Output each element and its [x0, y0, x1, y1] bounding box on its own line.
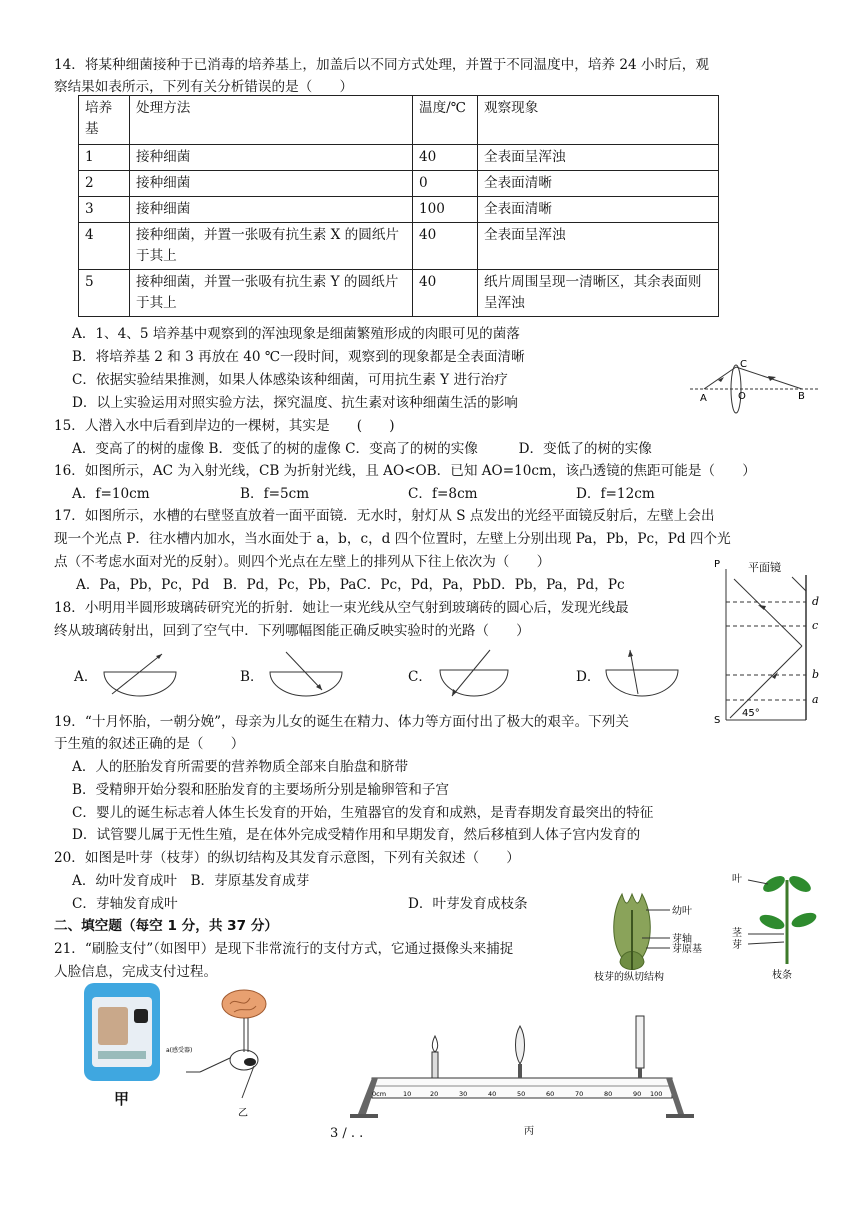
q14-table	[78, 95, 719, 317]
table-cell: 40	[413, 145, 478, 171]
point-p-label: P	[714, 559, 721, 570]
header-cell	[79, 96, 130, 145]
q20-option-d: D．叶芽发育成枝条	[408, 896, 528, 912]
q14-option-a: A．1、4、5 培养基中观察到的浑浊现象是细菌繁殖形成的肉眼可见的菌落	[72, 326, 520, 342]
face-pay-device	[84, 983, 160, 1081]
fig-yi-label: 乙	[238, 1108, 248, 1119]
tick-10: 10	[403, 1090, 412, 1098]
branch-caption: 枝条	[772, 970, 792, 981]
receptor-label: a(感受器)	[166, 1047, 193, 1054]
q17-line1: 17．如图所示，水槽的右壁竖直放着一面平面镜．无水时，射灯从 S 点发出的光经平面镜反射后，左壁上会出	[54, 508, 715, 524]
q14-option-b: B．将培养基 2 和 3 再放在 40 ℃一段时间，观察到的现象都是全表面清晰	[72, 349, 525, 365]
table-cell: 接种细菌	[130, 197, 413, 223]
reflex-arc-diagram	[166, 988, 294, 1123]
tick-30: 30	[459, 1090, 468, 1098]
level-b-label: b	[812, 668, 820, 681]
lens-label-b: B	[798, 391, 805, 402]
q14-stem-line2: 察结果如表所示，下列有关分析错误的是（ ）	[54, 79, 354, 95]
table-cell: 全表面呈浑浊	[478, 145, 719, 171]
q18-option-a-label: A．	[74, 669, 98, 685]
q14-option-c: C．依据实验结果推测，如果人体感染该种细菌，可用抗生素 Y 进行治疗	[72, 372, 508, 388]
q21-line1: 21．“刷脸支付”（如图甲）是现下非常流行的支付方式，它通过摄像头来捕捉	[54, 941, 514, 957]
q17-options: A．Pa，Pb，Pc，Pd B．Pd，Pc，Pb，PaC．Pc，Pd，Pa，PbD．Pb，Pa，Pd，Pc	[76, 577, 625, 593]
q18-option-c-label: C．	[408, 669, 432, 685]
tick-40: 40	[488, 1090, 497, 1098]
table-cell: 接种细菌	[130, 145, 413, 171]
table-row	[79, 197, 719, 223]
q18-option-a-diagram	[100, 650, 180, 698]
face-photo-icon	[98, 1007, 128, 1045]
table-cell: 全表面清晰	[478, 171, 719, 197]
table-cell: 5	[79, 270, 130, 317]
lens-diagram	[690, 355, 820, 405]
q15-stem: 15．人潜入水中后看到岸边的一棵树，其实是 ( )	[54, 418, 395, 434]
table-row	[79, 171, 719, 197]
lens-label-c: C	[740, 359, 747, 370]
screen-bar	[98, 1051, 146, 1059]
header-text: 观察现象	[484, 100, 539, 116]
tick-50: 50	[517, 1090, 526, 1098]
q16-option-a: A．f=10cm	[72, 486, 150, 502]
q19-line2: 于生殖的叙述正确的是（ ）	[54, 736, 245, 752]
q19-option-b: B．受精卵开始分裂和胚胎发育的主要场所分别是输卵管和子宫	[72, 782, 450, 798]
tick-100: 100	[650, 1090, 663, 1098]
table-cell: 接种细菌，并置一张吸有抗生素 Y 的圆纸片于其上	[130, 270, 413, 317]
q18-line1: 18．小明用半圆形玻璃砖研究光的折射．她让一束光线从空气射到玻璃砖的圆心后，发现光线最	[54, 600, 629, 616]
branch-diagram	[732, 872, 832, 982]
q17-line3: 点（不考虑水面对光的反射）。则四个光点在左壁上的排列从下往上依次为（ ）	[54, 554, 551, 570]
section-title: 二、填空题（每空 1 分，共 37 分）	[54, 918, 279, 934]
q18-option-d-diagram	[602, 648, 682, 700]
table-cell: 纸片周围呈现一清晰区，其余表面则呈浑浊	[478, 270, 719, 317]
lens-label-a: A	[700, 393, 707, 404]
table-cell: 3	[79, 197, 130, 223]
lens-label-o: O	[738, 391, 746, 402]
water-tank-diagram	[712, 555, 832, 725]
bud-section-diagram	[592, 890, 732, 982]
table-row	[79, 223, 719, 270]
q16-stem: 16．如图所示，AC 为入射光线，CB 为折射光线，且 AO<OB．已知 AO=10cm，该凸透镜的焦距可能是（ ）	[54, 463, 756, 479]
q16-option-b: B．f=5cm	[240, 486, 310, 502]
q19-option-c: C．婴儿的诞生标志着人体生长发育的开始，生殖器官的发育和成熟，是青春期发育最突出的特征	[72, 805, 654, 821]
table-cell: 全表面呈浑浊	[478, 223, 719, 270]
table-row	[79, 270, 719, 317]
table-cell: 4	[79, 223, 130, 270]
level-a-label: a	[812, 693, 819, 706]
tick-90: 90	[633, 1090, 642, 1098]
q18-option-c-diagram	[434, 648, 514, 700]
label-young-leaf: 幼叶	[672, 906, 692, 917]
q15-options: A．变高了的树的虚像 B．变低了的树的虚像 C．变高了的树的实像 D．变低了的树的实像	[72, 441, 652, 457]
tick-70: 70	[575, 1090, 584, 1098]
header-text: 处理方法	[136, 100, 191, 116]
q19-option-a: A．人的胚胎发育所需要的营养物质全部来自胎盘和脐带	[72, 759, 409, 775]
fig-jia-label: 甲	[114, 1090, 130, 1108]
q20-option-c: C．芽轴发育成叶	[72, 896, 178, 912]
fig-bing-label: 丙	[524, 1126, 534, 1137]
tick-60: 60	[546, 1090, 555, 1098]
q18-option-b-label: B．	[240, 669, 264, 685]
q20-stem: 20．如图是叶芽（枝芽）的纵切结构及其发育示意图，下列有关叙述（ ）	[54, 850, 520, 866]
table-cell: 全表面清晰	[478, 197, 719, 223]
q16-option-d: D．f=12cm	[576, 486, 655, 502]
point-s-label: S	[714, 715, 721, 726]
level-c-label: c	[812, 619, 819, 632]
table-row	[79, 145, 719, 171]
mirror-label: 平面镜	[748, 561, 781, 574]
table-cell: 1	[79, 145, 130, 171]
q21-line2: 人脸信息，完成支付过程。	[54, 964, 218, 980]
q20-options-ab: A．幼叶发育成叶 B．芽原基发育成芽	[72, 873, 310, 889]
table-cell: 2	[79, 171, 130, 197]
label-bud-primordium: 芽原基	[672, 944, 702, 955]
table-header-row	[79, 96, 719, 145]
q18-option-b-diagram	[266, 650, 346, 698]
tick-20: 20	[430, 1090, 439, 1098]
optical-bench-diagram	[348, 1016, 696, 1146]
header-text: 温度/℃	[419, 100, 466, 116]
level-d-label: d	[812, 595, 820, 608]
label-stem: 茎	[732, 928, 742, 939]
table-cell: 100	[413, 197, 478, 223]
table-cell: 40	[413, 223, 478, 270]
camera-icon	[134, 1009, 148, 1023]
header-text: 培养基	[85, 100, 113, 137]
table-cell: 接种细菌，并置一张吸有抗生素 X 的圆纸片于其上	[130, 223, 413, 270]
angle-label: 45°	[742, 708, 760, 719]
table-cell: 40	[413, 270, 478, 317]
table-cell: 接种细菌	[130, 171, 413, 197]
page-number: 3 / . .	[330, 1126, 364, 1141]
q19-line1: 19．“十月怀胎，一朝分娩”，母亲为儿女的诞生在精力、体力等方面付出了极大的艰辛。下列关	[54, 714, 629, 730]
q17-line2: 现一个光点 P．往水槽内加水，当水面处于 a，b，c，d 四个位置时，左壁上分别出现 Pa，Pb，Pc，Pd 四个光	[54, 531, 731, 547]
table-cell: 0	[413, 171, 478, 197]
q14-stem-line1: 14．将某种细菌接种于已消毒的培养基上，加盖后以不同方式处理，并置于不同温度中，培养 24 小时后，观	[54, 57, 709, 73]
bud-caption: 枝芽的纵切结构	[594, 972, 664, 983]
header-cell	[413, 96, 478, 145]
header-cell	[478, 96, 719, 145]
label-bud: 芽	[732, 940, 742, 951]
q19-option-d: D．试管婴儿属于无性生殖，是在体外完成受精作用和早期发育，然后移植到人体子宫内发育的	[72, 827, 641, 843]
header-cell	[130, 96, 413, 145]
device-screen	[92, 997, 152, 1067]
q18-line2: 终从玻璃砖射出，回到了空气中．下列哪幅图能正确反映实验时的光路（ ）	[54, 623, 530, 639]
tick-80: 80	[604, 1090, 613, 1098]
label-leaf: 叶	[732, 874, 742, 885]
q14-option-d: D．以上实验运用对照实验方法，探究温度、抗生素对该种细菌生活的影响	[72, 395, 518, 411]
label-bud-axis: 芽轴	[672, 934, 692, 945]
q18-option-d-label: D．	[576, 669, 601, 685]
tick-0: 0cm	[372, 1090, 387, 1098]
q16-option-c: C．f=8cm	[408, 486, 478, 502]
